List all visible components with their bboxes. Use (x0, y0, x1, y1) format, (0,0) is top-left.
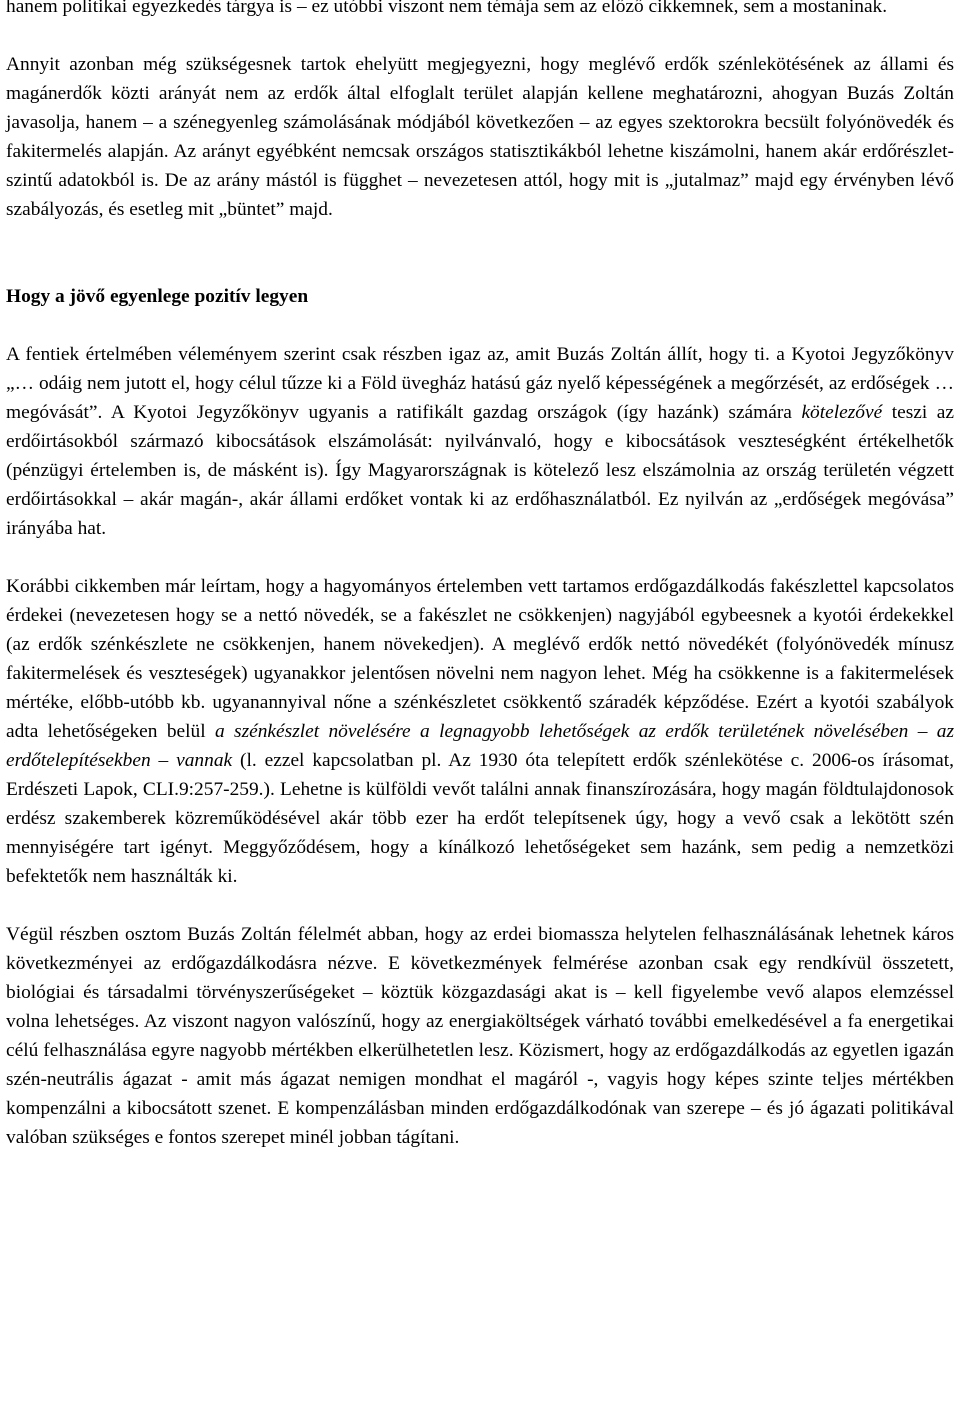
paragraph-stock-emphasis: a szénkészlet növelésére a legnagyobb lehetőségek az erdők területének növelésében – az erdőtelepítésekben – vannak (6, 721, 954, 771)
paragraph-ratio: Annyit azonban még szükségesnek tartok ehelyütt megjegyezni, hogy meglévő erdők szénlekötésének az állami és magánerdők közti arányát nem az erdők által elfoglalt terület alapján kellene meghatározni, ahogyan Buzás Zoltán javasolja, hanem – a szénegyenleg számolásának módjából következően – az egyes szektorokra becsült folyónövedék és fakitermelés alapján. Az arányt egyébként nemcsak országos statisztikákból lehetne kiszámolni, hanem akár erdőrészlet-szintű adatokból is. De az arány mástól is függhet – nevezetesen attól, hogy mit is „jutalmaz” majd egy érvényben lévő szabályozás, és esetleg mit „büntet” majd. (6, 54, 954, 220)
paragraph-kyoto-text-1: A fentiek értelmében véleményem szerint csak részben igaz az, amit Buzás Zoltán állít, hogy ti. a Kyotoi Jegyzőkönyv „… odáig nem jutott el, hogy célul tűzze ki a Föld üvegház hatású gáz nyelő képességének a megőrzését, az erdőségek … megóvását”. A Kyotoi Jegyzőkönyv ugyanis a ratifikált gazdag országok (így hazánk) számára (6, 344, 954, 423)
paragraph-spacer (6, 891, 954, 920)
paragraph-spacer (6, 543, 954, 572)
paragraph-stock-text-1: Korábbi cikkemben már leírtam, hogy a hagyományos értelemben vett tartamos erdőgazdálkodás fakészlettel kapcsolatos érdekei (nevezetesen hogy se a nettó növedék, se a fakészlet ne csökkenjen) nagyjából egybeesnek a kyotói érdekekkel (az erdők szénkészlete ne csökkenjen, hanem növekedjen). A meglévő erdők nettó növedékét (folyónövedék mínusz fakitermelések és veszteségek) ugyanakkor jelentősen növelni nem nagyon lehet. Még ha csökkenne is a fakitermelések mértéke, előbb-utóbb kb. ugyanannyival nőne a szénkészletet csökkentő száradék képződése. Ezért a kyotói szabályok adta lehetőségeken belül (6, 576, 954, 742)
section-heading: Hogy a jövő egyenlege pozitív legyen (6, 286, 309, 307)
paragraph-intro-tail: hanem politikai egyezkedés tárgya is – ez utóbbi viszont nem témája sem az előző cikkemnek, sem a mostaninak. (6, 0, 888, 17)
paragraph-kyoto-emphasis: kötelezővé (801, 402, 883, 423)
paragraph-kyoto-text-2: teszi az erdőirtásokból származó kibocsátások elszámolását: nyilvánvaló, hogy e kibocsátások veszteségként értékelhetők (pénzügyi értelemben is, de másként is). Így Magyarországnak is kötelező lesz elszámolnia az ország területén végzett erdőirtásokkal – akár magán-, akár állami erdőket vontak ki az erdőhasználatból. Ez nyilván az „erdőségek megóvása” irányába hat. (6, 402, 955, 539)
paragraph-stock (6, 572, 954, 891)
document-page (6, 0, 954, 1152)
paragraph-stock-text-2: (l. ezzel kapcsolatban pl. Az 1930 óta telepített erdők szénlekötése c. 2006-os írásomat, Erdészeti Lapok, CLI.9:257-259.). Lehetne is külföldi vevőt találni annak finanszírozására, hogy magán földtulajdonosok erdész szakemberek közreműködésével akár több ezer ha erdőt telepítsenek úgy, hogy a vevő csak a lekötött szén mennyiségére tart igényt. Meggyőződésem, hogy a kínálkozó lehetőségeket sem hazánk, sem pedig a nemzetközi befektetők nem használták ki. (6, 750, 955, 887)
paragraph-kyoto (6, 340, 954, 543)
paragraph-spacer (6, 21, 954, 50)
paragraph-spacer (6, 311, 954, 340)
section-spacer (6, 224, 954, 282)
paragraph-biomass: Végül részben osztom Buzás Zoltán félelmét abban, hogy az erdei biomassza helytelen felhasználásának lehetnek káros következményei az erdőgazdálkodásra nézve. E következmények felmérése azonban csak egy rendkívül összetett, biológiai és társadalmi törvényszerűségeket – köztük közgazdasági akat is – kell figyelembe vevő alapos elemzéssel volna lehetséges. Az viszont nagyon valószínű, hogy az energiaköltségek várható további emelkedésével a fa energetikai célú felhasználása egyre nagyobb mértékben elkerülhetetlen lesz. Közismert, hogy az erdőgazdálkodás az egyetlen igazán szén-neutrális ágazat - amit más ágazat nemigen mondhat el magáról -, vagyis hogy képes szinte teljes mértékben kompenzálni a kibocsátott szenet. E kompenzálásban minden erdőgazdálkodónak van szerepe – és jó ágazati politikával valóban szükséges e fontos szerepet minél jobban tágítani. (6, 924, 954, 1148)
